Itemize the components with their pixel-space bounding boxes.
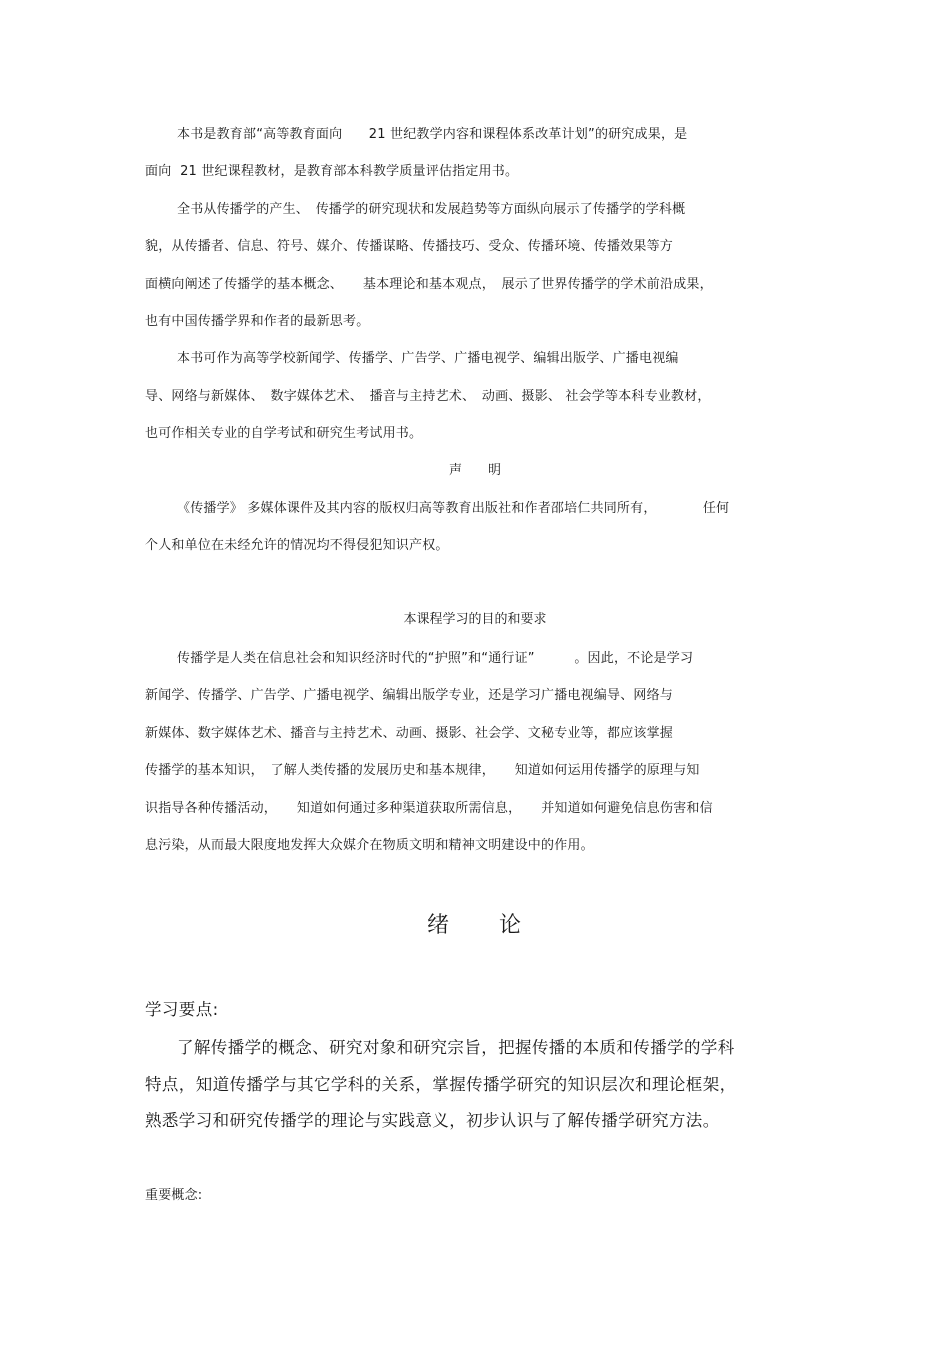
declaration-line-1: 《传播学》 多媒体课件及其内容的版权归高等教育出版社和作者邵培仁共同所有， 任何 [177, 501, 730, 516]
declaration-title: 声 明 [448, 463, 501, 478]
intro-line-1: 本书是教育部“高等教育面向 21 世纪教学内容和课程体系改革计划”的研究成果，是 [177, 127, 688, 142]
intro-line-6: 也有中国传播学界和作者的最新思考。 [145, 314, 370, 329]
goals-title: 本课程学习的目的和要求 [403, 612, 547, 627]
intro-line-7: 本书可作为高等学校新闻学、传播学、广告学、广播电视学、编辑出版学、广播电视编 [177, 351, 679, 366]
goals-line-4: 传播学的基本知识， 了解人类传播的发展历史和基本规律， 知道如何运用传播学的原理与知 [145, 763, 700, 778]
key-points-line-2: 特点，知道传播学与其它学科的关系，掌握传播学研究的知识层次和理论框架， [145, 1075, 737, 1094]
chapter-title: 绪 论 [426, 913, 523, 938]
intro-line-5: 面横向阐述了传播学的基本概念、 基本理论和基本观点， 展示了世界传播学的学术前沿成果， [145, 277, 713, 292]
goals-line-2: 新闻学、传播学、广告学、广播电视学、编辑出版学专业，还是学习广播电视编导、网络与 [145, 688, 674, 703]
intro-line-4: 貌，从传播者、信息、符号、媒介、传播谋略、传播技巧、受众、传播环境、传播效果等方 [145, 239, 674, 254]
intro-line-2: 面向 21 世纪课程教材，是教育部本科教学质量评估指定用书。 [145, 164, 519, 179]
intro-line-3: 全书从传播学的产生、 传播学的研究现状和发展趋势等方面纵向展示了传播学的学科概 [177, 202, 686, 217]
key-points-label: 学习要点: [145, 1000, 219, 1019]
goals-line-1: 传播学是人类在信息社会和知识经济时代的“护照”和“通行证” 。因此，不论是学习 [177, 651, 694, 666]
goals-line-5: 识指导各种传播活动， 知道如何通过多种渠道获取所需信息， 并知道如何避免信息伤害和信 [145, 801, 713, 816]
goals-line-3: 新媒体、数字媒体艺术、播音与主持艺术、动画、摄影、社会学、文秘专业等，都应该掌握 [145, 726, 674, 741]
declaration-line-2: 个人和单位在未经允许的情况均不得侵犯知识产权。 [145, 538, 449, 553]
goals-line-6: 息污染，从而最大限度地发挥大众媒介在物质文明和精神文明建设中的作用。 [145, 838, 594, 853]
intro-line-9: 也可作相关专业的自学考试和研究生考试用书。 [145, 426, 423, 441]
key-points-line-1: 了解传播学的概念、研究对象和研究宗旨，把握传播的本质和传播学的学科 [177, 1038, 735, 1057]
intro-line-8: 导、网络与新媒体、 数字媒体艺术、 播音与主持艺术、 动画、摄影、 社会学等本科专业教材， [145, 389, 711, 404]
concepts-label: 重要概念: [145, 1188, 203, 1203]
key-points-line-3: 熟悉学习和研究传播学的理论与实践意义，初步认识与了解传播学研究方法。 [145, 1111, 720, 1130]
